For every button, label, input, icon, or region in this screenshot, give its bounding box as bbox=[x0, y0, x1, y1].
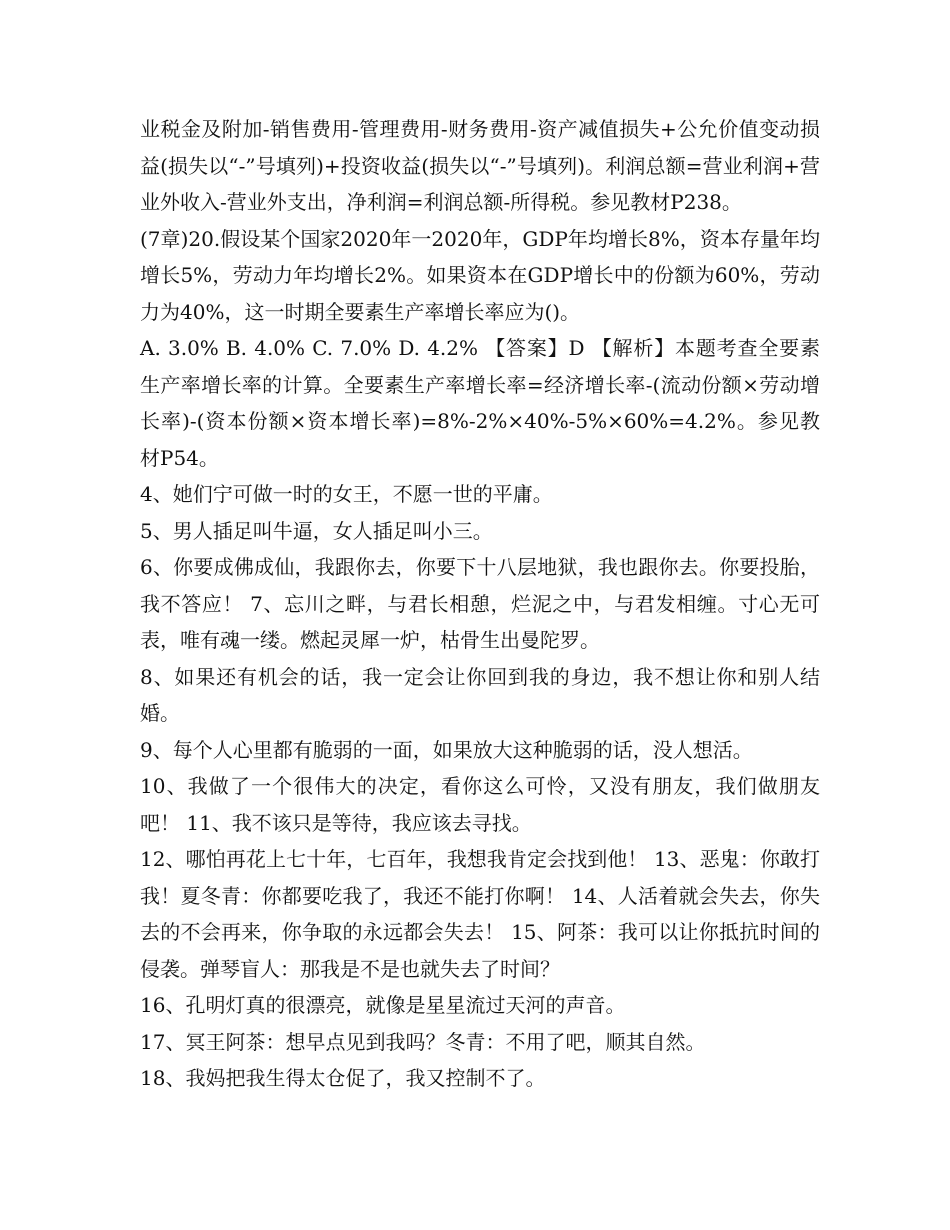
paragraph-quote-4: 4、她们宁可做一时的女王，不愿一世的平庸。 bbox=[140, 482, 553, 506]
paragraph-quote-6-7: 6、你要成佛成仙，我跟你去，你要下十八层地狱，我也跟你去。你要投胎，我不答应！ 7、忘川之畔，与君长相憩，烂泥之中，与君发相缠。寸心无可表，唯有魂一缕。燃起灵犀一炉，枯骨生出曼陀罗。 bbox=[140, 555, 820, 652]
paragraph-quote-8: 8、如果还有机会的话，我一定会让你回到我的身边，我不想让你和别人结婚。 bbox=[140, 664, 820, 725]
paragraph-quote-12-15: 12、哪怕再花上七十年，七百年，我想我肯定会找到他！ 13、恶鬼：你敢打我！夏冬青：你都要吃我了，我还不能打你啊！ 14、人活着就会失去，你失去的不会再来，你争取的永远都会失去！ 15、阿茶：我可以让你抵抗时间的侵袭。弹琴盲人：那我是不是也就失去了时间？ bbox=[140, 847, 820, 981]
paragraph-quote-18: 18、我妈把我生得太仓促了，我又控制不了。 bbox=[140, 1066, 546, 1090]
paragraph-quote-10-11: 10、我做了一个很伟大的决定，看你这么可怜，又没有朋友，我们做朋友吧！ 11、我不该只是等待，我应该去寻找。 bbox=[140, 774, 820, 835]
paragraph-quote-9: 9、每个人心里都有脆弱的一面，如果放大这种脆弱的话，没人想活。 bbox=[140, 737, 753, 762]
document-body bbox=[140, 111, 820, 1097]
paragraph-quote-17: 17、冥王阿茶：想早点见到我吗？冬青：不用了吧，顺其自然。 bbox=[140, 1029, 706, 1054]
paragraph-question-20: (7章)20.假设某个国家2020年一2020年，GDP年均增长8%，资本存量年均增长5%，劳动力年均增长2%。如果资本在GDP增长中的份额为60%，劳动力为40%，这一时期全要素生产率增长率应为()。 bbox=[140, 226, 820, 324]
paragraph-quote-5: 5、男人插足叫牛逼，女人插足叫小三。 bbox=[140, 518, 493, 543]
paragraph-quote-16: 16、孔明灯真的很漂亮，就像是星星流过天河的声音。 bbox=[140, 993, 626, 1017]
paragraph-profit-formula: 业税金及附加-销售费用-管理费用-财务费用-资产减值损失+公允价值变动损益(损失以“-”号填列)+投资收益(损失以“-”号填列)。利润总额=营业利润+营业外收入-营业外支出，净利润=利润总额-所得税。参见教材P238。 bbox=[140, 117, 820, 214]
paragraph-answer-20: A. 3.0% B. 4.0% C. 7.0% D. 4.2% 【答案】D 【解析】本题考查全要素生产率增长率的计算。全要素生产率增长率=经济增长率-(流动份额×劳动增长率)-(资本份额×资本增长率)=8%-2%×40%-5%×60%=4.2%。参见教材P54。 bbox=[140, 336, 820, 470]
